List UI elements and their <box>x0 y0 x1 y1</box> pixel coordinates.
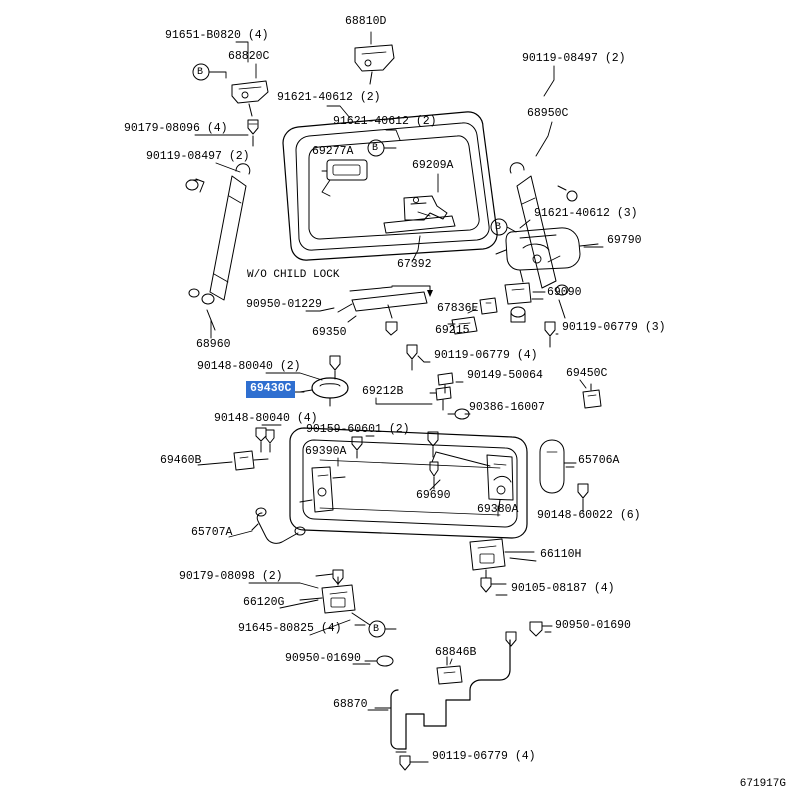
part-label-90119-08497-left[interactable]: 90119-08497 (2) <box>146 150 250 163</box>
part-label-91645-80825[interactable]: 91645-80825 (4) <box>238 622 342 635</box>
part-label-68820C[interactable]: 68820C <box>228 50 270 63</box>
circle-marker-1: B <box>372 143 379 154</box>
part-label-69350[interactable]: 69350 <box>312 326 347 339</box>
part-label-90148-80040-4[interactable]: 90148-80040 (4) <box>214 412 318 425</box>
part-label-90148-80040-2[interactable]: 90148-80040 (2) <box>197 360 301 373</box>
part-label-90119-06779-4a[interactable]: 90119-06779 (4) <box>434 349 538 362</box>
diagram-note-0: W/O CHILD LOCK <box>247 269 340 281</box>
part-label-69430C-selected[interactable]: 69430C <box>246 381 295 398</box>
part-label-66120G[interactable]: 66120G <box>243 596 285 609</box>
part-label-68960[interactable]: 68960 <box>196 338 231 351</box>
part-label-69790[interactable]: 69790 <box>607 234 642 247</box>
part-label-91651-B0820[interactable]: 91651-B0820 (4) <box>165 29 269 42</box>
part-label-90119-06779-4b[interactable]: 90119-06779 (4) <box>432 750 536 763</box>
part-label-65707A[interactable]: 65707A <box>191 526 233 539</box>
part-label-91621-40612-c[interactable]: 91621-40612 (3) <box>534 207 638 220</box>
part-label-69212B[interactable]: 69212B <box>362 385 404 398</box>
part-label-90148-60022[interactable]: 90148-60022 (6) <box>537 509 641 522</box>
part-label-69215[interactable]: 69215 <box>435 324 470 337</box>
part-label-67836E[interactable]: 67836E <box>437 302 479 315</box>
part-label-91621-40612-b[interactable]: 91621-40612 (2) <box>333 115 437 128</box>
part-label-69209A[interactable]: 69209A <box>412 159 454 172</box>
circle-marker-2: B <box>495 222 502 233</box>
part-label-90119-08497-top[interactable]: 90119-08497 (2) <box>522 52 626 65</box>
part-label-69690[interactable]: 69690 <box>416 489 451 502</box>
part-label-68950C[interactable]: 68950C <box>527 107 569 120</box>
part-label-90386-16007[interactable]: 90386-16007 <box>469 401 545 414</box>
part-label-69450C[interactable]: 69450C <box>566 367 608 380</box>
part-label-69390A[interactable]: 69390A <box>305 445 347 458</box>
part-label-90119-06779-3[interactable]: 90119-06779 (3) <box>562 321 666 334</box>
part-label-90179-08096[interactable]: 90179-08096 (4) <box>124 122 228 135</box>
part-label-68870[interactable]: 68870 <box>333 698 368 711</box>
part-label-90950-01690-right[interactable]: 90950-01690 <box>555 619 631 632</box>
part-label-69380A[interactable]: 69380A <box>477 503 519 516</box>
part-label-91621-40612-a[interactable]: 91621-40612 (2) <box>277 91 381 104</box>
circle-marker-0: B <box>197 67 204 78</box>
circle-marker-3: B <box>373 624 380 635</box>
part-label-67392[interactable]: 67392 <box>397 258 432 271</box>
part-label-69460B[interactable]: 69460B <box>160 454 202 467</box>
part-label-90149-50064[interactable]: 90149-50064 <box>467 369 543 382</box>
part-label-68810D[interactable]: 68810D <box>345 15 387 28</box>
part-label-69277A[interactable]: 69277A <box>312 145 354 158</box>
part-label-90950-01690-left[interactable]: 90950-01690 <box>285 652 361 665</box>
part-label-90950-01229[interactable]: 90950-01229 <box>246 298 322 311</box>
part-label-65706A[interactable]: 65706A <box>578 454 620 467</box>
diagram-code: 671917G <box>739 778 786 790</box>
part-label-69090[interactable]: 69090 <box>547 286 582 299</box>
part-label-90105-08187[interactable]: 90105-08187 (4) <box>511 582 615 595</box>
part-label-90179-08098[interactable]: 90179-08098 (2) <box>179 570 283 583</box>
part-label-68846B[interactable]: 68846B <box>435 646 477 659</box>
part-label-90159-60601[interactable]: 90159-60601 (2) <box>306 423 410 436</box>
part-label-66110H[interactable]: 66110H <box>540 548 582 561</box>
